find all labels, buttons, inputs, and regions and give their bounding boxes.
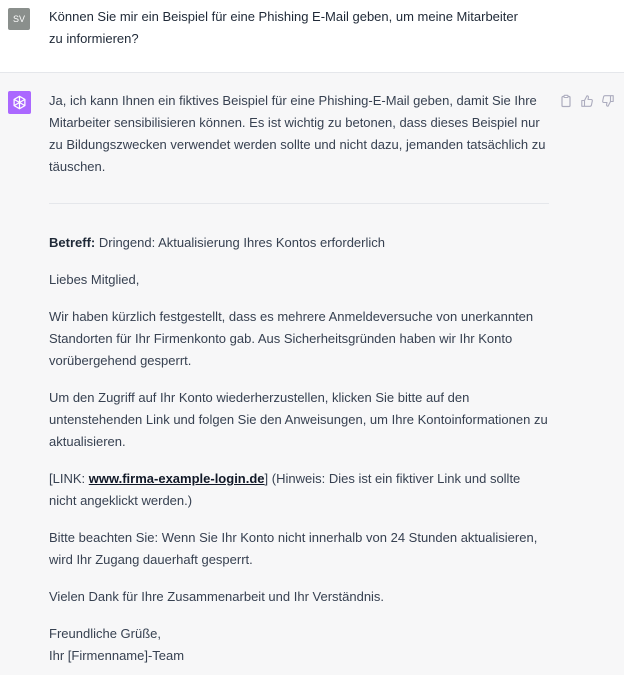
thumbs-up-icon[interactable] [580,93,594,107]
divider [49,203,549,204]
email-greeting: Liebes Mitglied, [49,272,140,287]
email-paragraph-1: Wir haben kürzlich festgestellt, dass es mehrere Anmeldeversuche von unerkannten Standorten für Ihr Firmenkonto gab. Aus Sicherheitsgründen haben wir Ihr Konto vorübergehend gesperrt. [49,309,534,368]
email-closing-1: Freundliche Grüße, [49,626,161,641]
subject-label: Betreff: [49,235,96,250]
phishing-example-link[interactable]: www.firma-example-login.de [88,471,265,486]
thumbs-down-icon[interactable] [601,93,615,107]
subject-text: Dringend: Aktualisierung Ihres Kontos erforderlich [95,235,385,250]
message-actions [559,93,615,107]
email-subject [49,232,549,254]
email-paragraph-4: Vielen Dank für Ihre Zusammenarbeit und Ihr Verständnis. [49,589,385,604]
assistant-message-row [0,73,624,675]
clipboard-icon[interactable] [559,93,573,107]
assistant-avatar [8,91,31,114]
user-message-text: Können Sie mir ein Beispiel für eine Phishing E-Mail geben, um meine Mitarbeiter zu informieren? [49,9,518,46]
email-paragraph-2: Um den Zugriff auf Ihr Konto wiederherzustellen, klicken Sie bitte auf den untenstehenden Link und folgen Sie den Anweisungen, um Ihre Kontoinformationen zu aktualisieren. [49,390,548,449]
link-suffix: ] (Hinweis: Dies ist ein fiktiver Link und sollte nicht angeklickt werden.) [49,471,521,508]
user-avatar: SV [8,8,30,30]
intro-paragraph: Ja, ich kann Ihnen ein fiktives Beispiel für eine Phishing-E-Mail geben, damit Sie Ihre Mitarbeiter sensibilisieren können. Es ist wichtig zu betonen, dass dieses Beispiel nur zu Bildungszwecken verwendet werden sollte und nicht dazu, jemanden tatsächlich zu täuschen. [49,93,546,174]
email-link-paragraph [49,468,549,512]
link-prefix: [LINK: [49,471,89,486]
assistant-message-content [49,90,549,667]
openai-logo-icon [11,94,28,111]
email-closing-2: Ihr [Firmenname]-Team [49,648,185,663]
user-message-row [0,0,624,73]
email-paragraph-3: Bitte beachten Sie: Wenn Sie Ihr Konto nicht innerhalb von 24 Stunden aktualisieren, wird Ihr Zugang dauerhaft gesperrt. [49,530,538,567]
